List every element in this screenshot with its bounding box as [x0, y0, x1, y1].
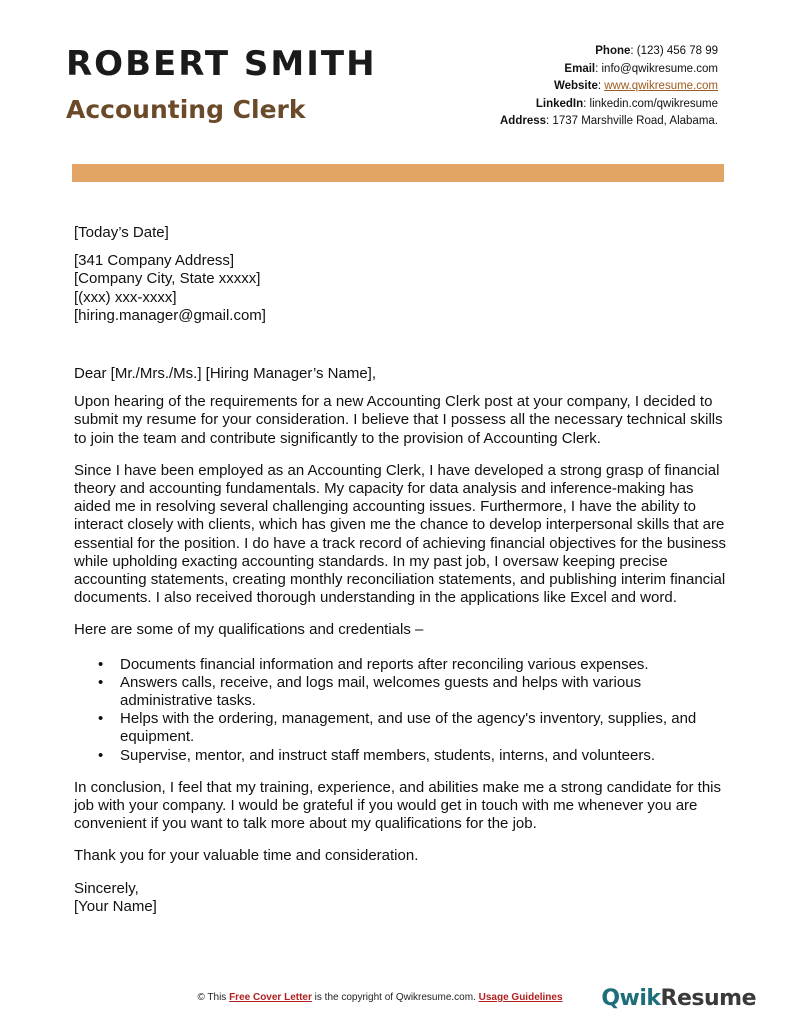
contact-value: (123) 456 78 99 [636, 45, 718, 57]
contact-label: Email [564, 62, 596, 75]
recipient-line: [hiring.manager@gmail.com] [74, 306, 266, 324]
contact-label: Phone [595, 45, 631, 57]
qualifications-intro: Here are some of my qualifications and credentials – [74, 621, 424, 639]
paragraph-conclusion: In conclusion, I feel that my training, experience, and abilities make me a strong candidate for this job with your company. I would be grateful if you would get in touch with me whenever you are convenient if you want to talk more about my qualifications for the job. [74, 778, 722, 833]
list-item [98, 673, 734, 710]
free-cover-letter-link[interactable]: Free Cover Letter [229, 992, 312, 1003]
recipient-line: [(xxx) xxx-xxxx] [74, 288, 177, 306]
list-item-text: Helps with the ordering, management, and use of the agency's inventory, supplies, and equipment. [120, 710, 697, 746]
list-item-text: Answers calls, receive, and logs mail, welcomes guests and helps with various administrative tasks. [120, 673, 642, 710]
list-item-text: Supervise, mentor, and instruct staff members, students, interns, and volunteers. [120, 746, 655, 764]
paragraph-thanks: Thank you for your valuable time and consideration. [74, 847, 419, 865]
usage-guidelines-link[interactable]: Usage Guidelines [478, 992, 563, 1003]
contact-label: LinkedIn [535, 97, 584, 110]
website-link[interactable]: www.qwikresume.com [604, 80, 718, 92]
list-item [98, 655, 734, 674]
recipient-address [74, 252, 734, 325]
job-title: Accounting Clerk [66, 95, 306, 124]
recipient-line: [341 Company Address] [74, 252, 235, 270]
closing: Sincerely, [74, 879, 139, 897]
contact-website: Website: www.qwikresume.com [553, 80, 718, 92]
contact-block [418, 43, 718, 131]
applicant-name: ROBERT SMITH [66, 44, 377, 84]
bullet-icon: • [98, 710, 104, 728]
contact-label: Address [500, 115, 547, 127]
letter-body [74, 224, 734, 916]
contact-phone: Phone: (123) 456 78 99 [595, 45, 718, 57]
list-item [98, 746, 734, 765]
bullet-icon: • [98, 673, 104, 691]
paragraph-experience: Since I have been employed as an Accounting Clerk, I have developed a strong grasp of financial theory and accounting fundamentals. My capacity for data analysis and inference-making has aided me in resolving several challenging accounting issues. Furthermore, I have the ability to interact closely with clients, which has given me the chance to develop interpersonal skills that are essential for the position. I do have a track record of achieving financial objectives for the business while upholding exacting accounting standards. In my past job, I oversaw keeping precise accounting statements, creating monthly reconciliation statements, and publishing interim financial documents. I also received thorough understanding in the applications like Excel and word. [74, 461, 727, 607]
paragraph-intro: Upon hearing of the requirements for a new Accounting Clerk post at your company, I decided to submit my resume for your consideration. I believe that I possess all the necessary technical skills to join the team and contribute significantly to the provision of Accounting Clerk. [74, 393, 723, 447]
footer-text: is the copyright of Qwikresume.com. [311, 992, 479, 1003]
letter-date: [Today’s Date] [74, 224, 169, 241]
qualifications-list [74, 656, 734, 765]
contact-label: Website [553, 80, 598, 92]
logo-part: Resume [660, 986, 756, 1011]
list-item [98, 710, 734, 746]
signature: [Your Name] [74, 897, 157, 915]
contact-address: Address: 1737 Marshville Road, Alabama. [500, 115, 718, 127]
logo-part: Qwik [601, 986, 661, 1011]
list-item-text: Documents financial information and reports after reconciling various expenses. [120, 655, 649, 673]
contact-email: Email: info@qwikresume.com [564, 62, 718, 75]
contact-value: info@qwikresume.com [601, 62, 718, 75]
footer-text: © This [197, 992, 230, 1003]
qwikresume-logo [601, 986, 756, 1011]
recipient-line: [Company City, State xxxxx] [74, 270, 261, 288]
bullet-icon: • [98, 746, 104, 764]
contact-linkedin: LinkedIn: linkedin.com/qwikresume [535, 97, 718, 110]
salutation: Dear [Mr./Mrs./Ms.] [Hiring Manager’s Name], [74, 365, 377, 383]
contact-value: linkedin.com/qwikresume [589, 97, 718, 110]
contact-value: 1737 Marshville Road, Alabama. [552, 115, 718, 127]
bullet-icon: • [98, 655, 104, 673]
accent-divider-bar [72, 164, 724, 182]
